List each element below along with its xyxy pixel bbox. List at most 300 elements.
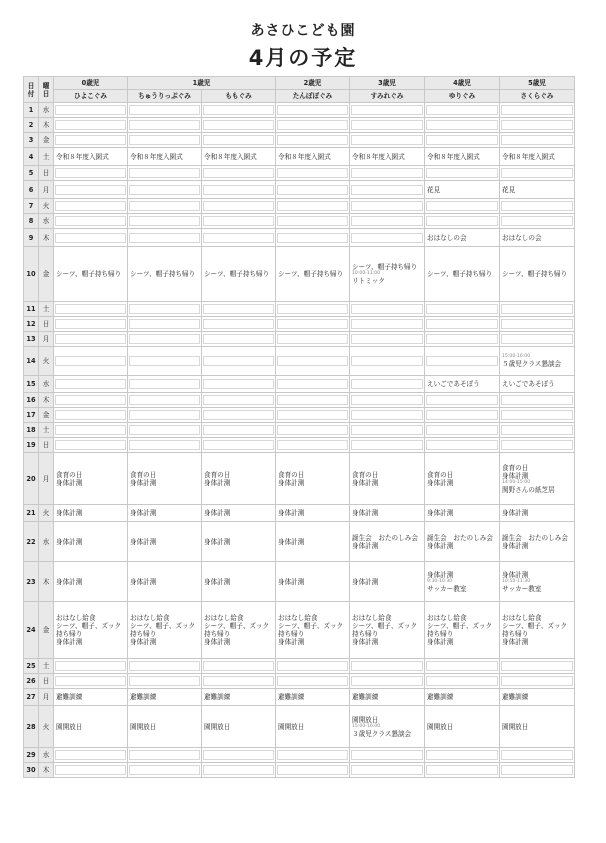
day-row [24,148,575,166]
weekday: 日 [39,166,54,181]
empty-entry-box [203,334,274,344]
schedule-cell [128,317,202,332]
schedule-cell [350,706,425,748]
empty-entry-box [129,105,200,115]
schedule-cell [54,148,128,166]
empty-entry-box [55,319,126,329]
empty-entry-box [277,185,348,195]
event-text: 身体計測 [56,509,83,517]
empty-entry-box [501,334,573,344]
schedule-table [23,76,575,778]
schedule-cell [54,229,128,247]
day-number: 14 [24,347,39,376]
schedule-cell [500,706,575,748]
event-text: 身体計測 [502,638,529,646]
event-text: 園開放日 [278,722,305,731]
schedule-cell [350,148,425,166]
day-number: 3 [24,133,39,148]
schedule-cell [128,199,202,214]
schedule-cell [425,199,500,214]
day-number: 8 [24,214,39,229]
schedule-cell [54,562,128,602]
event-text: 令和８年度入園式 [278,152,331,161]
schedule-cell [350,347,425,376]
weekday: 水 [39,522,54,562]
schedule-cell [350,505,425,522]
event-text: 避難訓練 [130,693,157,701]
schedule-cell [276,393,350,408]
empty-entry-box [129,304,200,314]
event-text: 身体計測 [204,638,231,646]
empty-entry-box [351,168,423,178]
schedule-cell [128,674,202,689]
day-number: 19 [24,438,39,453]
empty-entry-box [351,676,423,686]
empty-entry-box [277,135,348,145]
schedule-cell [276,229,350,247]
empty-entry-box [203,440,274,450]
schedule-cell [500,748,575,763]
event-text: おはなしの会 [502,233,542,242]
schedule-cell [425,247,500,302]
empty-entry-box [426,319,498,329]
weekday: 土 [39,302,54,317]
age-group-header: 3歳児 [350,77,425,90]
event-text: リトミック [352,277,385,285]
event-text: シーツ、帽子、ズック持ち帰り [427,622,493,638]
schedule-cell [54,602,128,659]
weekday: 木 [39,118,54,133]
empty-entry-box [55,334,126,344]
empty-entry-box [129,379,200,389]
weekday: 月 [39,332,54,347]
empty-entry-box [501,676,573,686]
empty-entry-box [55,135,126,145]
schedule-cell [425,748,500,763]
empty-entry-box [351,395,423,405]
event-text: 身体計測 [130,638,157,646]
empty-entry-box [55,201,126,211]
schedule-cell [425,562,500,602]
day-number: 22 [24,522,39,562]
schedule-cell [128,133,202,148]
event-text: 身体計測 [502,570,529,579]
empty-entry-box [426,410,498,420]
event-text: 身体計測 [352,541,379,550]
schedule-cell [500,562,575,602]
schedule-cell [500,453,575,505]
schedule-cell [202,706,276,748]
schedule-cell [350,522,425,562]
day-row [24,505,575,522]
schedule-cell [54,302,128,317]
age-group-header: 1歳児 [128,77,276,90]
day-number: 2 [24,118,39,133]
empty-entry-box [501,120,573,130]
event-text: シーツ、帽子持ち帰り [502,270,568,278]
event-text: シーツ、帽子、ズック持ち帰り [130,622,196,638]
empty-entry-box [203,135,274,145]
schedule-cell [350,332,425,347]
schedule-cell [500,199,575,214]
day-row [24,748,575,763]
schedule-cell [54,748,128,763]
organization-name: あさひこども園 [250,23,356,39]
empty-entry-box [55,120,126,130]
empty-entry-box [129,168,200,178]
empty-entry-box [129,750,200,760]
event-text: 避難訓練 [204,693,231,701]
schedule-cell [500,181,575,199]
schedule-cell [276,317,350,332]
schedule-cell [202,453,276,505]
schedule-cell [276,689,350,706]
empty-entry-box [203,750,274,760]
empty-entry-box [203,395,274,405]
weekday: 土 [39,423,54,438]
empty-entry-box [129,233,200,243]
day-row [24,347,575,376]
day-row [24,562,575,602]
empty-entry-box [277,410,348,420]
schedule-cell [350,659,425,674]
schedule-cell [276,408,350,423]
empty-entry-box [203,765,274,775]
day-row [24,438,575,453]
schedule-cell [276,522,350,562]
empty-entry-box [351,105,423,115]
weekday: 火 [39,706,54,748]
event-text: 食育の日 [56,470,83,479]
schedule-cell [128,332,202,347]
event-text: 身体計測 [130,577,157,586]
event-text: 身体計測 [427,570,454,579]
event-text: おはなし給食 [502,614,542,622]
event-text: 避難訓練 [56,693,83,701]
schedule-cell [128,148,202,166]
schedule-cell [54,423,128,438]
day-number: 18 [24,423,39,438]
schedule-cell [500,674,575,689]
schedule-cell [202,423,276,438]
event-text: 身体計測 [56,478,83,487]
schedule-cell [276,181,350,199]
schedule-cell [276,562,350,602]
empty-entry-box [203,120,274,130]
schedule-cell [202,302,276,317]
schedule-cell [54,505,128,522]
schedule-cell [128,302,202,317]
schedule-cell [276,763,350,778]
event-text: 身体計測 [56,577,83,586]
day-number: 10 [24,247,39,302]
day-row [24,674,575,689]
weekday: 日 [39,317,54,332]
schedule-cell [128,453,202,505]
empty-entry-box [203,168,274,178]
day-row [24,332,575,347]
weekday: 火 [39,199,54,214]
empty-entry-box [277,216,348,226]
day-row [24,522,575,562]
schedule-cell [350,181,425,199]
class-name-header: ゆりぐみ [425,90,500,103]
weekday: 月 [39,453,54,505]
event-text: おはなし給食 [352,614,392,622]
day-number: 15 [24,376,39,393]
schedule-cell [54,103,128,118]
event-text: サッカー教室 [427,584,467,593]
day-number: 13 [24,332,39,347]
schedule-cell [202,148,276,166]
empty-entry-box [501,201,573,211]
schedule-cell [202,505,276,522]
schedule-cell [202,562,276,602]
schedule-cell [425,317,500,332]
event-text: おはなし給食 [204,614,244,622]
event-text: 園開放日 [352,715,379,724]
event-text: シーツ、帽子持ち帰り [56,270,122,278]
day-number: 12 [24,317,39,332]
empty-entry-box [426,395,498,405]
empty-entry-box [351,185,423,195]
schedule-cell [128,103,202,118]
schedule-cell [500,376,575,393]
day-row [24,659,575,674]
empty-entry-box [55,168,126,178]
empty-entry-box [277,233,348,243]
schedule-cell [350,423,425,438]
schedule-cell [202,332,276,347]
empty-entry-box [277,356,348,366]
schedule-cell [500,347,575,376]
event-text: 園開放日 [427,722,454,731]
empty-entry-box [129,661,200,671]
empty-entry-box [203,185,274,195]
schedule-cell [425,438,500,453]
empty-entry-box [351,425,423,435]
event-text: 身体計測 [204,478,231,487]
empty-entry-box [426,750,498,760]
event-text: 身体計測 [278,537,305,546]
schedule-cell [276,133,350,148]
event-text: おはなし給食 [427,614,467,622]
empty-entry-box [351,304,423,314]
empty-entry-box [129,120,200,130]
class-name-header: ひよこぐみ [54,90,128,103]
event-time: 15:00-16:00 [502,354,531,359]
schedule-cell [54,659,128,674]
schedule-cell [425,393,500,408]
event-text: シーツ、帽子持ち帰り [130,270,196,278]
empty-entry-box [203,425,274,435]
schedule-cell [128,214,202,229]
day-row [24,393,575,408]
schedule-cell [500,103,575,118]
event-time: 10:50-11:30 [502,578,531,584]
empty-entry-box [501,135,573,145]
event-text: ３歳児クラス懇談会 [352,729,412,738]
schedule-cell [425,103,500,118]
schedule-cell [425,689,500,706]
empty-entry-box [129,395,200,405]
schedule-cell [202,133,276,148]
event-text: シーツ、帽子、ズック持ち帰り [204,622,270,638]
weekday: 土 [39,659,54,674]
event-text: 身体計測 [427,478,454,487]
event-text: 食育の日 [204,470,231,479]
schedule-cell [500,317,575,332]
day-row [24,166,575,181]
empty-entry-box [426,135,498,145]
day-number: 30 [24,763,39,778]
class-name-header: ちゅうりっぷぐみ [128,90,202,103]
weekday: 土 [39,148,54,166]
schedule-cell [350,229,425,247]
event-text: 食育の日 [352,470,379,479]
event-text: 園開放日 [56,722,83,731]
schedule-cell [350,438,425,453]
event-text: シーツ、帽子、ズック持ち帰り [502,622,568,638]
schedule-cell [350,214,425,229]
event-text: 身体計測 [130,509,157,517]
empty-entry-box [351,201,423,211]
empty-entry-box [426,676,498,686]
empty-entry-box [129,410,200,420]
empty-entry-box [501,105,573,115]
event-text: おはなし給食 [56,614,96,622]
schedule-cell [128,659,202,674]
schedule-cell [128,522,202,562]
empty-entry-box [426,765,498,775]
empty-entry-box [351,750,423,760]
schedule-cell [425,332,500,347]
schedule-cell [276,453,350,505]
event-text: えいごであそぼう [427,380,480,388]
event-time: 10:00-11:00 [352,271,381,276]
weekday: 月 [39,181,54,199]
schedule-cell [350,317,425,332]
schedule-cell [54,376,128,393]
weekday: 木 [39,763,54,778]
schedule-cell [350,674,425,689]
event-text: 誕生会 おたのしみ会 [427,533,493,542]
event-text: ５歳児クラス懇談会 [502,360,562,368]
weekday-column-header: 曜日 [39,77,54,103]
weekday: 水 [39,748,54,763]
empty-entry-box [426,304,498,314]
schedule-cell [54,247,128,302]
schedule-cell [202,317,276,332]
schedule-cell [425,118,500,133]
schedule-cell [425,522,500,562]
schedule-cell [500,229,575,247]
event-text: 身体計測 [352,638,379,646]
schedule-cell [276,505,350,522]
day-row [24,317,575,332]
schedule-cell [202,689,276,706]
weekday: 木 [39,229,54,247]
schedule-cell [425,133,500,148]
schedule-cell [350,408,425,423]
schedule-cell [500,393,575,408]
schedule-cell [128,763,202,778]
schedule-cell [276,659,350,674]
schedule-cell [350,453,425,505]
schedule-cell [128,706,202,748]
day-row [24,453,575,505]
schedule-cell [128,229,202,247]
schedule-cell [202,522,276,562]
schedule-cell [202,659,276,674]
weekday: 水 [39,214,54,229]
event-text: 令和８年度入園式 [204,152,257,161]
event-text: 誕生会 おたのしみ会 [502,533,568,542]
day-number: 25 [24,659,39,674]
schedule-cell [128,505,202,522]
schedule-cell [350,763,425,778]
empty-entry-box [55,395,126,405]
schedule-cell [350,376,425,393]
day-number: 7 [24,199,39,214]
empty-entry-box [203,661,274,671]
empty-entry-box [55,765,126,775]
schedule-cell [276,166,350,181]
empty-entry-box [55,410,126,420]
schedule-cell [350,199,425,214]
weekday: 金 [39,602,54,659]
event-text: 令和８年度入園式 [352,152,405,161]
schedule-cell [276,706,350,748]
schedule-cell [500,438,575,453]
schedule-cell [202,438,276,453]
empty-entry-box [277,319,348,329]
event-text: 関野さんの紙芝居 [502,485,555,494]
schedule-cell [128,181,202,199]
empty-entry-box [426,440,498,450]
schedule-cell [500,602,575,659]
event-text: シーツ、帽子、ズック持ち帰り [352,622,418,638]
schedule-cell [276,376,350,393]
event-text: 避難訓練 [427,693,454,701]
event-text: シーツ、帽子持ち帰り [352,263,418,271]
event-text: シーツ、帽子、ズック持ち帰り [56,622,122,638]
empty-entry-box [501,168,573,178]
empty-entry-box [203,356,274,366]
event-text: 身体計測 [427,638,454,646]
empty-entry-box [277,440,348,450]
event-text: シーツ、帽子持ち帰り [427,270,493,278]
event-text: シーツ、帽子持ち帰り [204,270,270,278]
empty-entry-box [426,168,498,178]
day-number: 29 [24,748,39,763]
schedule-cell [128,247,202,302]
schedule-cell [425,453,500,505]
event-text: おはなしの会 [427,233,467,242]
schedule-cell [350,247,425,302]
schedule-cell [202,103,276,118]
empty-entry-box [203,379,274,389]
event-text: えいごであそぼう [502,380,555,388]
day-number: 16 [24,393,39,408]
schedule-cell [350,302,425,317]
empty-entry-box [129,440,200,450]
empty-entry-box [277,304,348,314]
schedule-cell [276,347,350,376]
day-number: 4 [24,148,39,166]
day-number: 11 [24,302,39,317]
weekday: 水 [39,103,54,118]
